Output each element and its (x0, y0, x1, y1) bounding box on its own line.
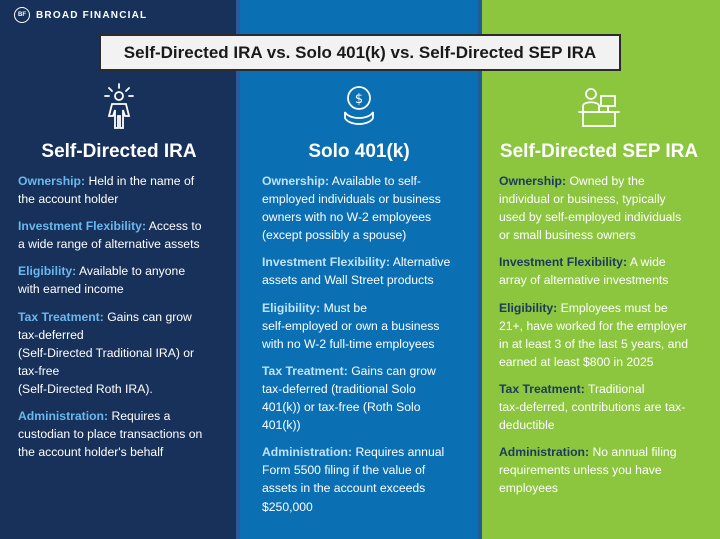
label-eligibility: Eligibility: (499, 300, 558, 315)
label-eligibility: Eligibility: (262, 300, 321, 315)
text-line: custodian to place transactions on (18, 427, 203, 442)
text-line: a wide range of alternative assets (18, 237, 200, 252)
text-line: Gains can grow (107, 309, 192, 324)
label-eligibility: Eligibility: (18, 264, 77, 279)
svg-text:$: $ (354, 92, 364, 107)
column-solo-401k (238, 0, 480, 539)
text-line: Held in the name of (88, 174, 195, 188)
para-ownership (499, 172, 711, 244)
column-self-directed-ira (0, 0, 238, 539)
column-divider (478, 0, 482, 539)
para-tax-treatment (262, 362, 474, 434)
text-line: Employees must be (560, 300, 668, 315)
label-ownership: Ownership: (18, 174, 86, 188)
text-line: or small business owners (499, 228, 636, 243)
text-line: the account holder (18, 192, 119, 207)
text-line: tax-free (18, 363, 60, 378)
text-line: (except possibly a spouse) (262, 228, 407, 243)
para-administration (499, 443, 711, 497)
body-self-directed-ira (18, 172, 226, 470)
text-line: A wide (629, 255, 666, 270)
text-line: Alternative (392, 255, 451, 270)
para-administration (262, 443, 474, 515)
text-line: Must be (323, 300, 367, 315)
text-line: requirements unless you have (499, 463, 662, 478)
text-line: tax-deferred (18, 327, 84, 342)
text-line: 21+, have worked for the employer (499, 318, 687, 333)
text-line: No annual filing (592, 445, 677, 460)
text-line: Available to anyone (78, 264, 186, 279)
text-line: used by self-employed individuals (499, 210, 682, 225)
text-line: employed individuals or business (262, 192, 441, 207)
text-line: Owned by the (569, 174, 645, 188)
text-line: array of alternative investments (499, 273, 669, 288)
heading-self-directed-ira: Self-Directed IRA (41, 141, 197, 162)
heading-solo-401k: Solo 401(k) (308, 141, 410, 162)
label-ownership: Ownership: (262, 174, 330, 188)
text-line: Available to self- (331, 174, 421, 188)
text-line: with earned income (18, 282, 124, 297)
text-line: Form 5500 filing if the value of (262, 463, 426, 478)
para-tax-treatment (18, 308, 226, 398)
label-tax-treatment: Tax Treatment: (18, 309, 104, 324)
page-title: Self-Directed IRA vs. Solo 401(k) vs. Self-Directed SEP IRA (123, 42, 597, 62)
label-administration: Administration: (262, 445, 353, 460)
text-line: Requires annual (355, 445, 445, 460)
text-line: employees (499, 481, 558, 496)
text-line: $250,000 (262, 499, 313, 514)
para-eligibility (18, 262, 226, 298)
label-investment-flexibility: Investment Flexibility: (262, 255, 390, 270)
label-tax-treatment: Tax Treatment: (262, 363, 348, 378)
text-line: self-employed or own a business (262, 318, 440, 333)
label-administration: Administration: (18, 409, 109, 424)
para-ownership (18, 172, 226, 208)
text-line: in at least 3 of the last 5 years, and (499, 336, 689, 351)
column-divider (236, 0, 240, 539)
person-icon (101, 82, 137, 130)
label-investment-flexibility: Investment Flexibility: (499, 255, 627, 270)
text-line: (Self-Directed Roth IRA). (18, 381, 153, 396)
body-solo-401k (262, 172, 474, 525)
para-tax-treatment (499, 380, 711, 434)
label-ownership: Ownership: (499, 174, 567, 188)
text-line: tax-deferred (traditional Solo (262, 381, 416, 396)
column-self-directed-sep-ira (480, 0, 720, 539)
text-line: assets in the account exceeds (262, 481, 426, 496)
text-line: Requires a (111, 409, 171, 424)
text-line: Traditional (587, 381, 645, 396)
brand-logo: BF (14, 7, 30, 23)
para-eligibility (262, 299, 474, 353)
para-ownership (262, 172, 474, 244)
text-line: individual or business, typically (499, 192, 666, 207)
para-investment-flexibility (262, 253, 474, 289)
text-line: tax-deferred, contributions are tax- (499, 400, 686, 415)
text-line: assets and Wall Street products (262, 273, 434, 288)
coin-hand-icon (341, 82, 377, 130)
desk-worker-icon (577, 82, 621, 130)
label-investment-flexibility: Investment Flexibility: (18, 219, 146, 234)
text-line: deductible (499, 418, 555, 433)
para-administration (18, 407, 226, 461)
label-administration: Administration: (499, 445, 590, 460)
text-line: owners with no W-2 employees (262, 210, 432, 225)
text-line: (Self-Directed Traditional IRA) or (18, 345, 195, 360)
para-eligibility (499, 299, 711, 371)
text-line: with no W-2 full-time employees (262, 336, 435, 351)
text-line: 401(k)) (262, 418, 301, 433)
text-line: 401(k)) or tax-free (Roth Solo (262, 400, 421, 415)
para-investment-flexibility (18, 217, 226, 253)
para-investment-flexibility (499, 253, 711, 289)
body-self-directed-sep-ira (499, 172, 711, 507)
heading-self-directed-sep-ira: Self-Directed SEP IRA (499, 141, 699, 162)
brand (14, 7, 147, 23)
text-line: Access to (148, 219, 202, 234)
text-line: Gains can grow (351, 363, 436, 378)
title-banner (99, 34, 621, 71)
brand-name: BROAD FINANCIAL (36, 9, 148, 21)
label-tax-treatment: Tax Treatment: (499, 381, 585, 396)
text-line: the account holder's behalf (18, 445, 164, 460)
text-line: earned at least $800 in 2025 (499, 354, 654, 369)
